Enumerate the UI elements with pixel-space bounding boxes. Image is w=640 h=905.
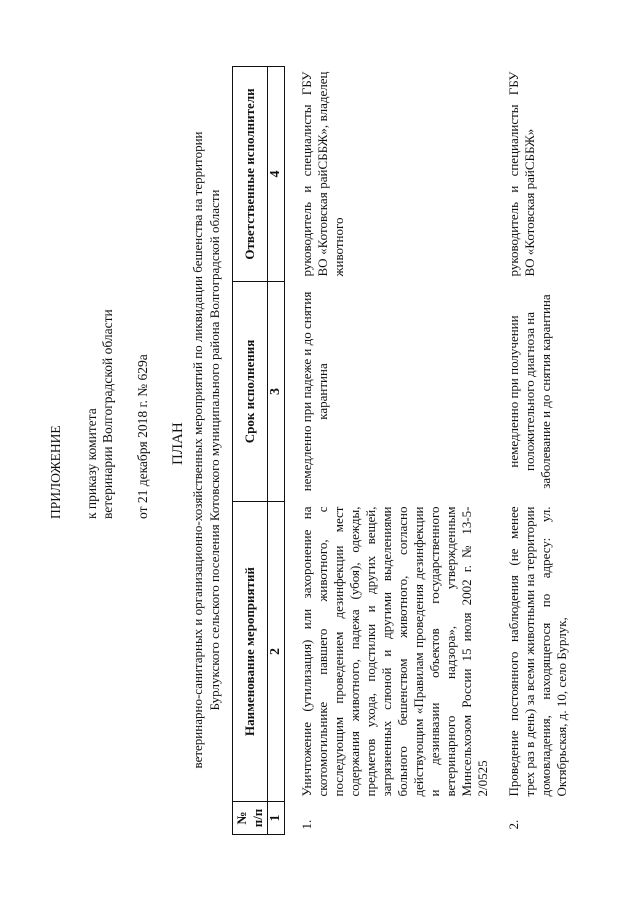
- order-reference-line1: к приказу комитета: [84, 408, 99, 519]
- column-number: 1: [268, 802, 285, 835]
- plan-title: ПЛАН: [170, 422, 186, 465]
- header-term: Срок исполнения: [233, 282, 268, 502]
- row-number: 2.: [506, 819, 521, 830]
- order-reference-line2: ветеринарии Волгоградской области: [100, 309, 115, 519]
- row-responsible: руководитель и специалисты ГБУ ВО «Котовская райСББЖ»: [506, 71, 537, 277]
- row-action: Проведение постоянного наблюдения (не менее трех раз в день) за всеми животными на территории домовладения, находящегося по адресу: ул. Октябрьская, д. 10, село Бурлук,: [506, 506, 569, 797]
- plan-table: [232, 66, 571, 835]
- plan-subtitle-line1: ветеринарно-санитарных и организационно-хозяйственных мероприятий по ликвидации бешенства на территории: [190, 131, 205, 769]
- row-responsible: руководитель и специалисты ГБУ ВО «Котовская райСББЖ», владелец животного: [299, 71, 346, 277]
- header-action: Наименование мероприятий: [233, 502, 268, 802]
- table-header-row: [233, 67, 268, 835]
- column-number: 4: [268, 67, 285, 282]
- row-action: Уничтожение (утилизация) или захоронение на скотомогильнике павшего животного, с последующим проведением дезинфекции мест содержания животного, падежа (убоя), одежды, предметов ухода, подстилки и других вещей, загрязненных слюной и другими выделениями больного бешенством животного, согласно действующим «Правилам проведения дезинфекции и дезинвазии объектов государственного ветеринарного надзора», утвержденным Минсельхозом России 15 июля 2002 г. № 13-5-2/0525: [299, 506, 490, 797]
- order-date-number: от 21 декабря 2018 г. № 629а: [135, 354, 150, 519]
- appendix-title: ПРИЛОЖЕНИЕ: [48, 425, 63, 519]
- table-row: [492, 67, 571, 835]
- table-row: [285, 67, 493, 835]
- header-responsible: Ответственные исполнители: [233, 67, 268, 282]
- plan-subtitle-line2: Бурлукского сельского поселения Котовского муниципального района Волгоградской области: [207, 189, 222, 711]
- table-column-number-row: [268, 67, 285, 835]
- column-number: 2: [268, 502, 285, 802]
- row-term: немедленно при получении положительного диагноза на заболевание и до снятия карантина: [506, 294, 553, 489]
- header-number: № п/п: [233, 802, 268, 835]
- row-term: немедленно при падеже и до снятия карантина: [299, 291, 330, 492]
- row-number: 1.: [299, 819, 314, 830]
- column-number: 3: [268, 282, 285, 502]
